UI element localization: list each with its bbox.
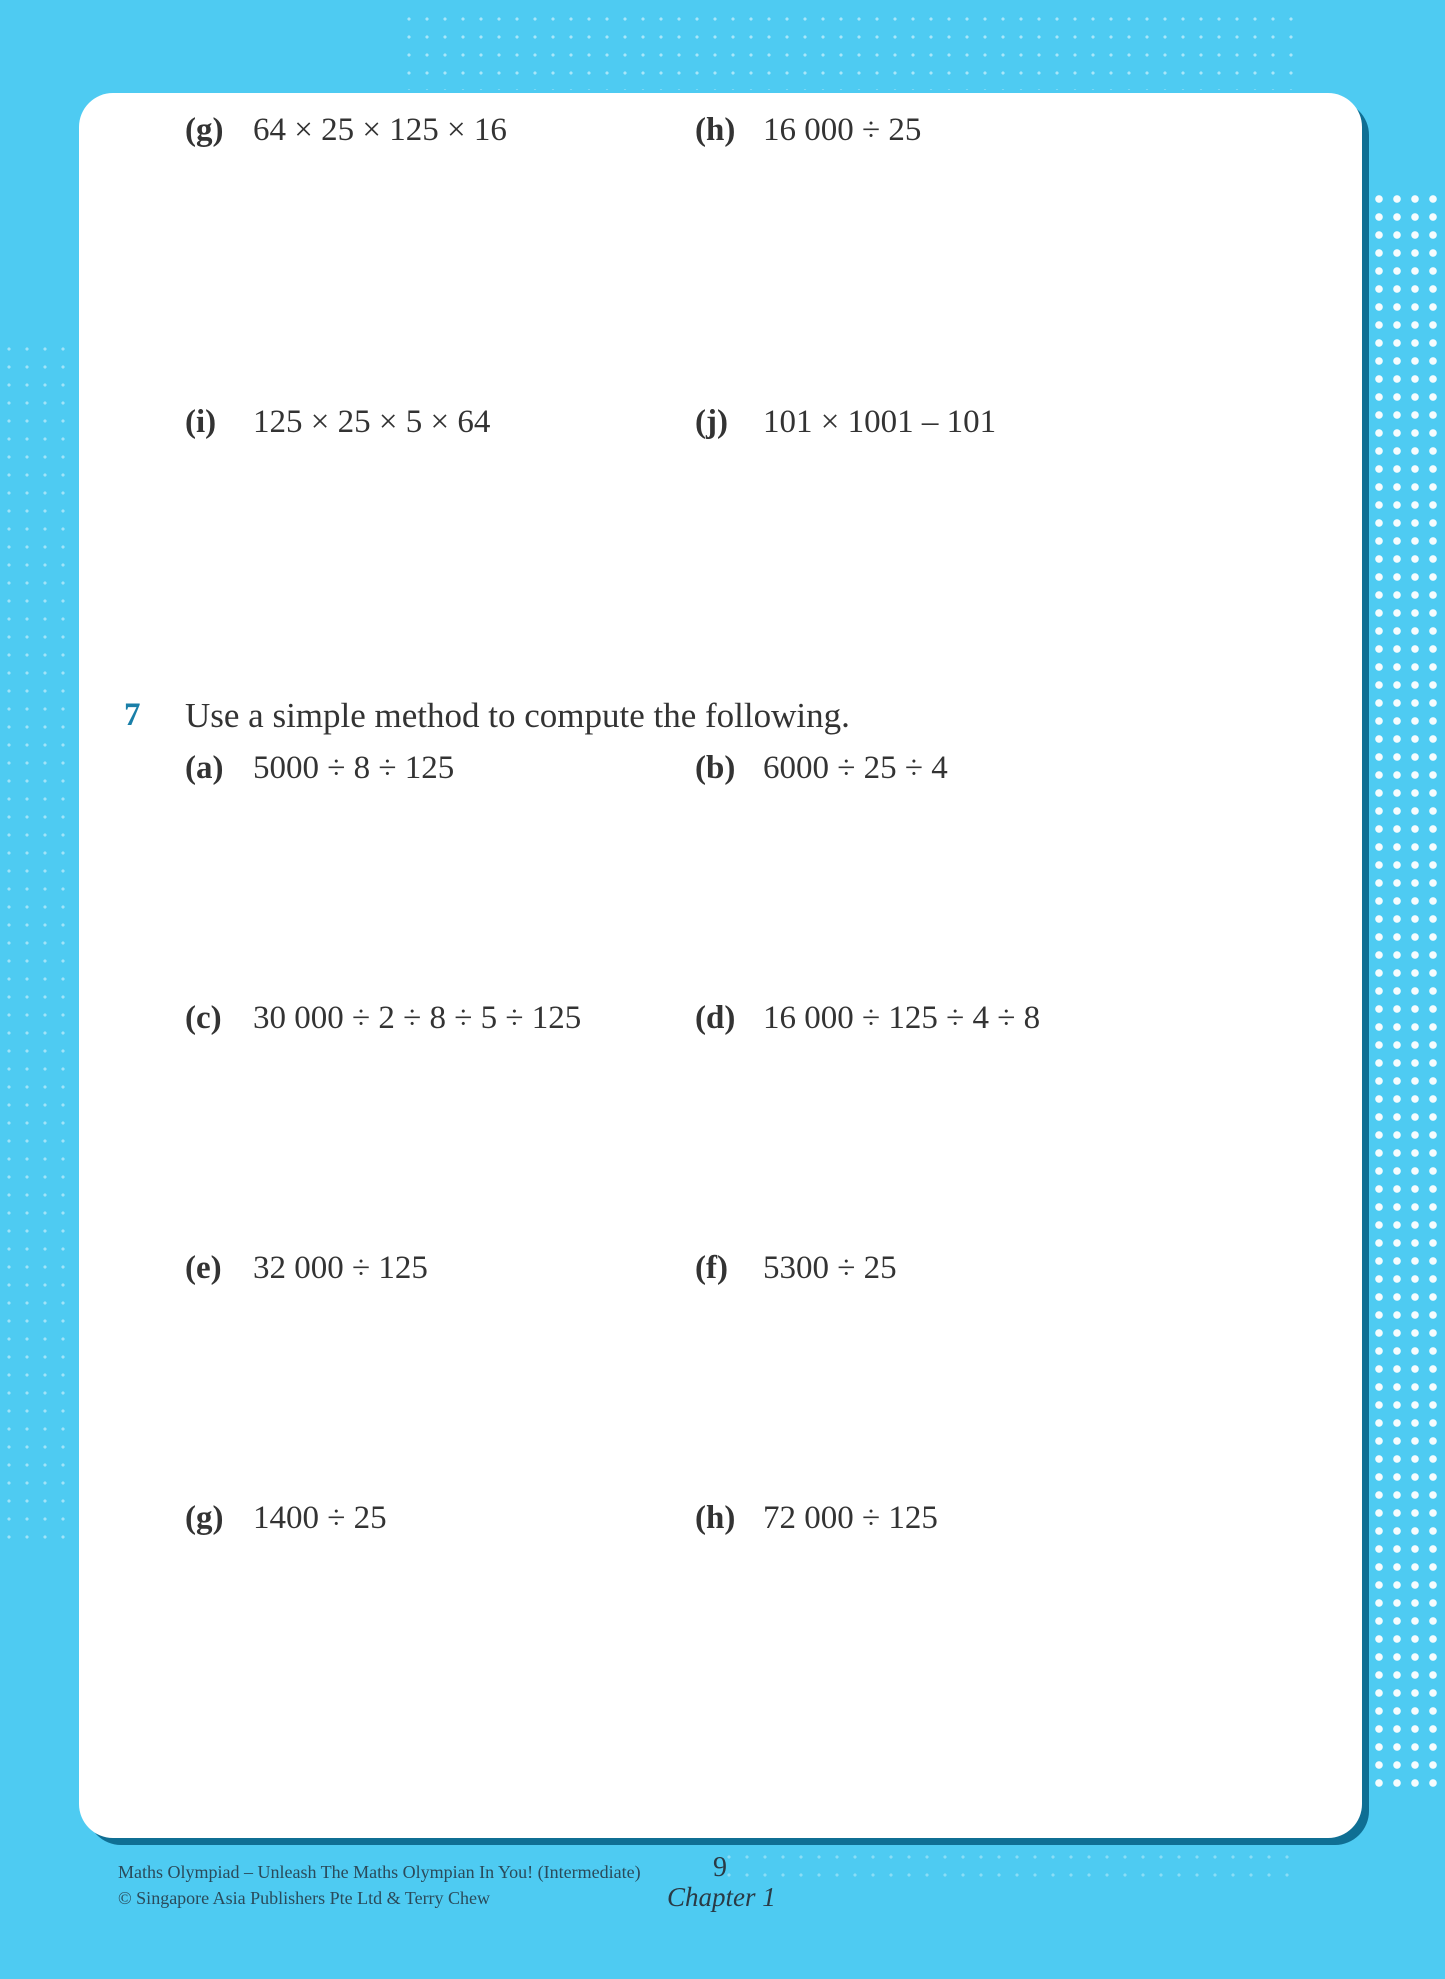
item-expression: 72 000 ÷ 125 — [763, 1500, 938, 1536]
footer-copyright: © Singapore Asia Publishers Pte Ltd & Terry Chew — [118, 1888, 491, 1908]
question-7a — [185, 750, 454, 787]
item-label: (g) — [185, 112, 224, 148]
question-7g — [185, 1500, 387, 1537]
decorative-dot-pattern-top — [400, 10, 1300, 90]
question-7h — [695, 1500, 938, 1537]
item-expression: 64 × 25 × 125 × 16 — [253, 112, 507, 148]
page-card — [79, 93, 1362, 1838]
item-label: (g) — [185, 1500, 224, 1536]
question-instruction: Use a simple method to compute the following. — [185, 696, 850, 735]
page-number: 9 — [713, 1852, 727, 1883]
item-expression: 32 000 ÷ 125 — [253, 1250, 428, 1286]
item-label: (h) — [695, 1500, 736, 1536]
item-expression: 16 000 ÷ 125 ÷ 4 ÷ 8 — [763, 1000, 1041, 1036]
question-7c — [185, 1000, 581, 1037]
item-expression: 6000 ÷ 25 ÷ 4 — [763, 750, 948, 786]
item-label: (i) — [185, 404, 217, 440]
item-expression: 5000 ÷ 8 ÷ 125 — [253, 750, 455, 786]
item-label: (e) — [185, 1250, 222, 1286]
item-label: (b) — [695, 750, 736, 786]
decorative-dot-pattern-left — [0, 340, 78, 1540]
item-label: (j) — [695, 404, 728, 440]
item-label: (d) — [695, 1000, 736, 1036]
footer-book-title: Maths Olympiad – Unleash The Maths Olympian In You! (Intermediate) — [118, 1862, 641, 1882]
item-expression: 1400 ÷ 25 — [253, 1500, 387, 1536]
item-expression: 101 × 1001 – 101 — [763, 404, 997, 440]
decorative-dot-pattern-bottom — [720, 1848, 1300, 1888]
item-expression: 16 000 ÷ 25 — [763, 112, 922, 148]
item-expression: 5300 ÷ 25 — [763, 1250, 897, 1286]
item-label: (h) — [695, 112, 736, 148]
item-label: (f) — [695, 1250, 728, 1286]
item-expression: 30 000 ÷ 2 ÷ 8 ÷ 5 ÷ 125 — [253, 1000, 582, 1036]
decorative-dot-pattern-right — [1370, 190, 1445, 1790]
item-expression: 125 × 25 × 5 × 64 — [253, 404, 491, 440]
item-label: (c) — [185, 1000, 222, 1036]
question-number: 7 — [124, 697, 141, 733]
question-7e — [185, 1250, 428, 1287]
question-7f — [695, 1250, 897, 1287]
item-label: (a) — [185, 750, 224, 786]
question-6h — [695, 112, 921, 149]
chapter-label: Chapter 1 — [667, 1882, 776, 1912]
question-7d — [695, 1000, 1040, 1037]
question-7b — [695, 750, 948, 787]
question-6j — [695, 404, 996, 441]
question-6i — [185, 404, 490, 441]
question-6g — [185, 112, 507, 149]
